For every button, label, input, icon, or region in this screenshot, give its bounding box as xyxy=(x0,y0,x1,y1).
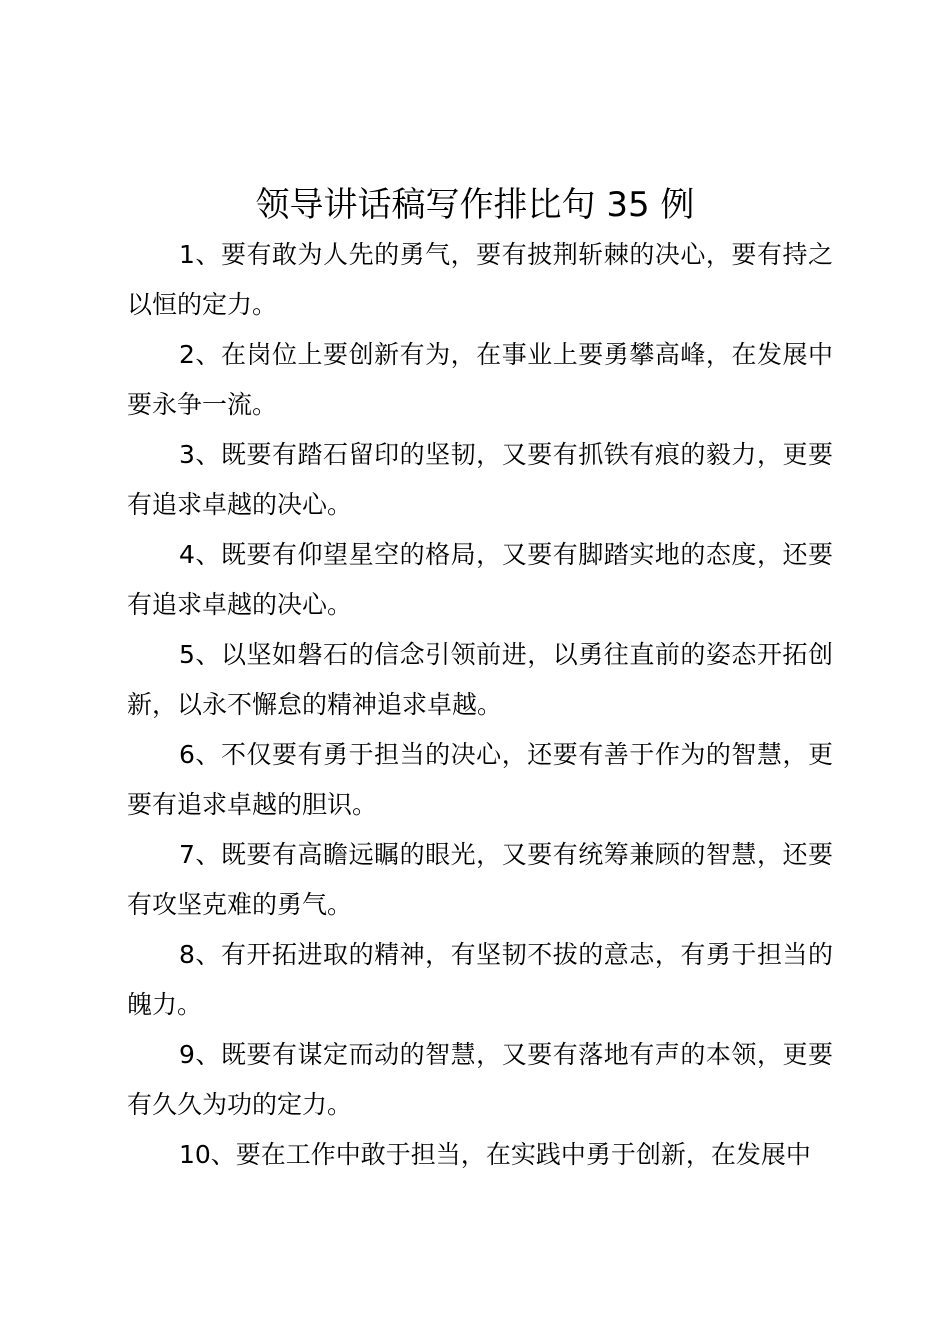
paragraph-4: 4、既要有仰望星空的格局，又要有脚踏实地的态度，还要有追求卓越的决心。 xyxy=(127,540,833,619)
document-title: 领导讲话稿写作排比句 35 例 xyxy=(255,185,695,225)
paragraph-3: 3、既要有踏石留印的坚韧，又要有抓铁有痕的毅力，更要有追求卓越的决心。 xyxy=(127,440,833,519)
paragraph-10: 10、要在工作中敢于担当，在实践中勇于创新，在发展中 xyxy=(179,1140,811,1169)
document-body xyxy=(127,230,833,1180)
paragraph-8: 8、有开拓进取的精神，有坚韧不拔的意志，有勇于担当的魄力。 xyxy=(127,940,833,1019)
paragraph-7: 7、既要有高瞻远瞩的眼光，又要有统筹兼顾的智慧，还要有攻坚克难的勇气。 xyxy=(127,840,833,919)
paragraph-2: 2、在岗位上要创新有为，在事业上要勇攀高峰，在发展中要永争一流。 xyxy=(127,340,833,419)
paragraph-9: 9、既要有谋定而动的智慧，又要有落地有声的本领，更要有久久为功的定力。 xyxy=(127,1040,833,1119)
paragraph-6: 6、不仅要有勇于担当的决心，还要有善于作为的智慧，更要有追求卓越的胆识。 xyxy=(127,740,833,819)
paragraph-1: 1、要有敢为人先的勇气，要有披荆斩棘的决心，要有持之以恒的定力。 xyxy=(127,240,833,319)
paragraph-5: 5、以坚如磐石的信念引领前进，以勇往直前的姿态开拓创新，以永不懈怠的精神追求卓越。 xyxy=(127,640,833,719)
